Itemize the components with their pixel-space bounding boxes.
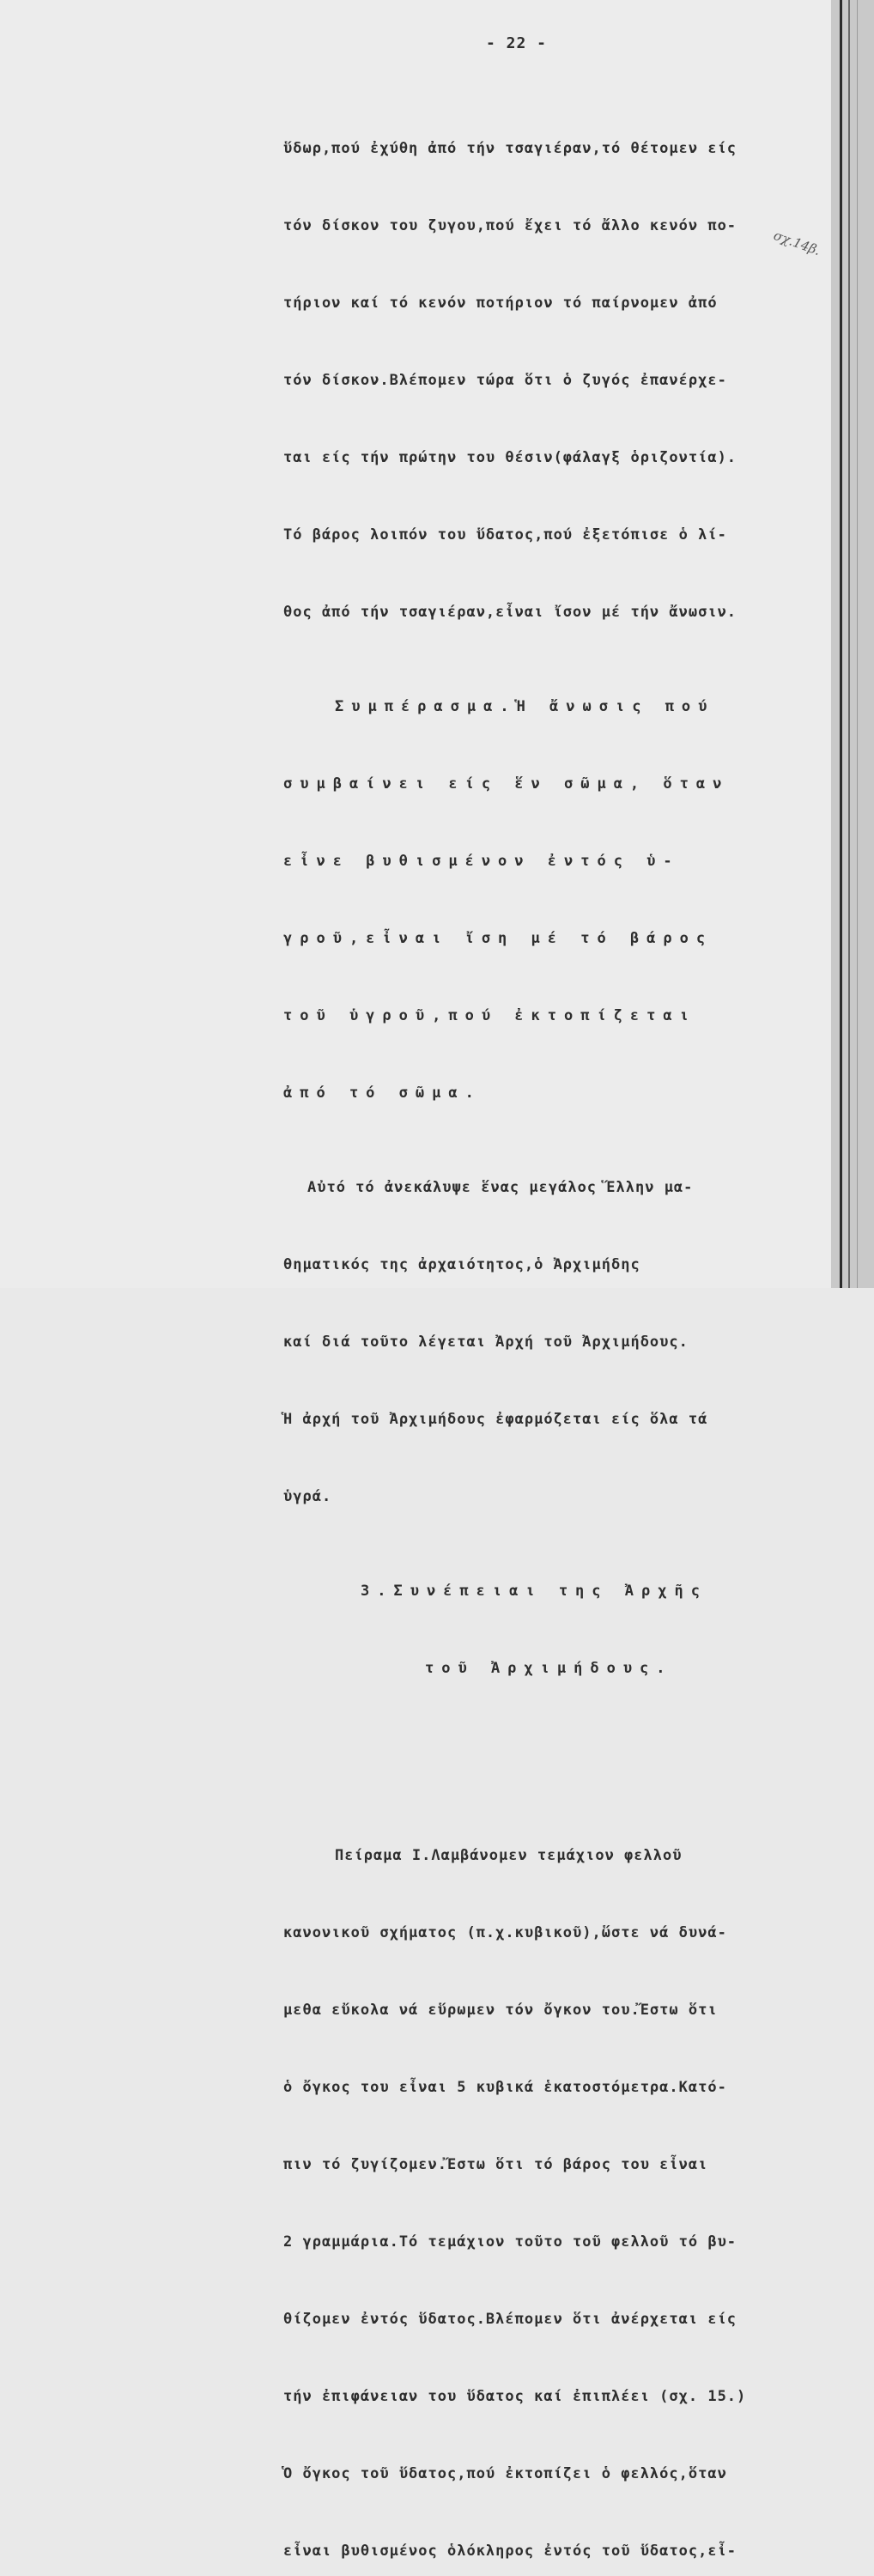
text-line: πιν τό ζυγίζομεν.Ἔστω ὅτι τό βάρος του εἶναι [283, 2156, 708, 2173]
text-line: θηματικός της ἀρχαιότητος,ὁ Ἀρχιμήδης [283, 1256, 640, 1273]
conclusion-line: συμβαίνει είς ἕν σῶμα, ὅταν [283, 775, 730, 793]
binding-line [848, 0, 850, 1288]
text-line: 2 γραμμάρια.Τό τεμάχιον τοῦτο τοῦ φελλοῦ τό βυ- [283, 2233, 737, 2251]
text-line: εἶναι βυθισμένος ὁλόκληρος ἐντός τοῦ ὕδατος,εἶ- [283, 2543, 737, 2560]
conclusion-line: Συμπέρασμα.Ἡ ἄνωσις πού [335, 698, 715, 715]
text-line: ὑγρά. [283, 1488, 332, 1505]
section-heading-line: τοῦ Ἀρχιμήδους. [425, 1660, 673, 1677]
text-line: ται είς τήν πρώτην του θέσιν(φάλαγξ ὁριζοντία). [283, 449, 737, 466]
conclusion-line: εἶνε βυθισμένον ἐντός ὑ- [283, 853, 680, 870]
conclusion-line: γροῦ,εἶναι ἴση μέ τό βάρος [283, 930, 713, 947]
text-line: ὁ ὄγκος του εἶναι 5 κυβικά ἑκατοστόμετρα.Κατό- [283, 2079, 727, 2096]
text-line: τόν δίσκον του ζυγου,πού ἔχει τό ἄλλο κενόν πο- [283, 217, 737, 234]
text-line: Ἡ ἀρχή τοῦ Ἀρχιμήδους ἐφαρμόζεται είς ὅλα τά [283, 1411, 708, 1428]
text-line: τήριον καί τό κενόν ποτήριον τό παίρνομεν ἀπό [283, 295, 718, 312]
section-heading-line: 3.Συνέπειαι της Ἀρχῆς [361, 1583, 707, 1600]
text-line: Πείραμα Ι.Λαμβάνομεν τεμάχιον φελλοῦ [335, 1847, 683, 1864]
conclusion-line: ἀπό τό σῶμα. [283, 1084, 482, 1102]
text-line: Ὁ ὄγκος τοῦ ὕδατος,πού ἐκτοπίζει ὁ φελλός,ὅταν [283, 2465, 727, 2482]
text-line: τήν ἐπιφάνειαν του ὕδατος καί ἐπιπλέει (σχ. 15.) [283, 2388, 747, 2405]
page-number: - 22 - [486, 34, 548, 52]
text-line: ὕδωρ,πού ἐχύθη ἀπό τήν τσαγιέραν,τό θέτομεν είς [283, 140, 737, 157]
margin-handwritten-note: σχ.14β. [771, 227, 822, 259]
binding-line [840, 0, 842, 1288]
binding-edge [831, 0, 874, 1288]
text-line: κανονικοῦ σχήματος (π.χ.κυβικοῦ),ὥστε νά δυνά- [283, 1924, 727, 1941]
text-body [283, 93, 746, 2576]
text-line: μεθα εὔκολα νά εὕρωμεν τόν ὄγκον του.Ἔστω ὅτι [283, 2002, 718, 2019]
conclusion-line: τοῦ ὑγροῦ,πού ἐκτοπίζεται [283, 1007, 696, 1024]
binding-line [857, 0, 858, 1288]
text-line: καί διά τοῦτο λέγεται Ἀρχή τοῦ Ἀρχιμήδους. [283, 1334, 689, 1351]
text-line: θος ἀπό τήν τσαγιέραν,εἶναι ἴσον μέ τήν ἄνωσιν. [283, 604, 737, 621]
text-line: τόν δίσκον.Βλέπομεν τώρα ὅτι ὁ ζυγός ἐπανέρχε- [283, 372, 727, 389]
text-line: Αὐτό τό ἀνεκάλυψε ἕνας μεγάλος Ἕλλην μα- [307, 1179, 694, 1196]
text-line: θίζομεν ἐντός ὕδατος.Βλέπομεν ὅτι ἀνέρχεται είς [283, 2311, 737, 2328]
text-line: Τό βάρος λοιπόν του ὕδατος,πού ἐξετόπισε ὁ λί- [283, 526, 727, 544]
